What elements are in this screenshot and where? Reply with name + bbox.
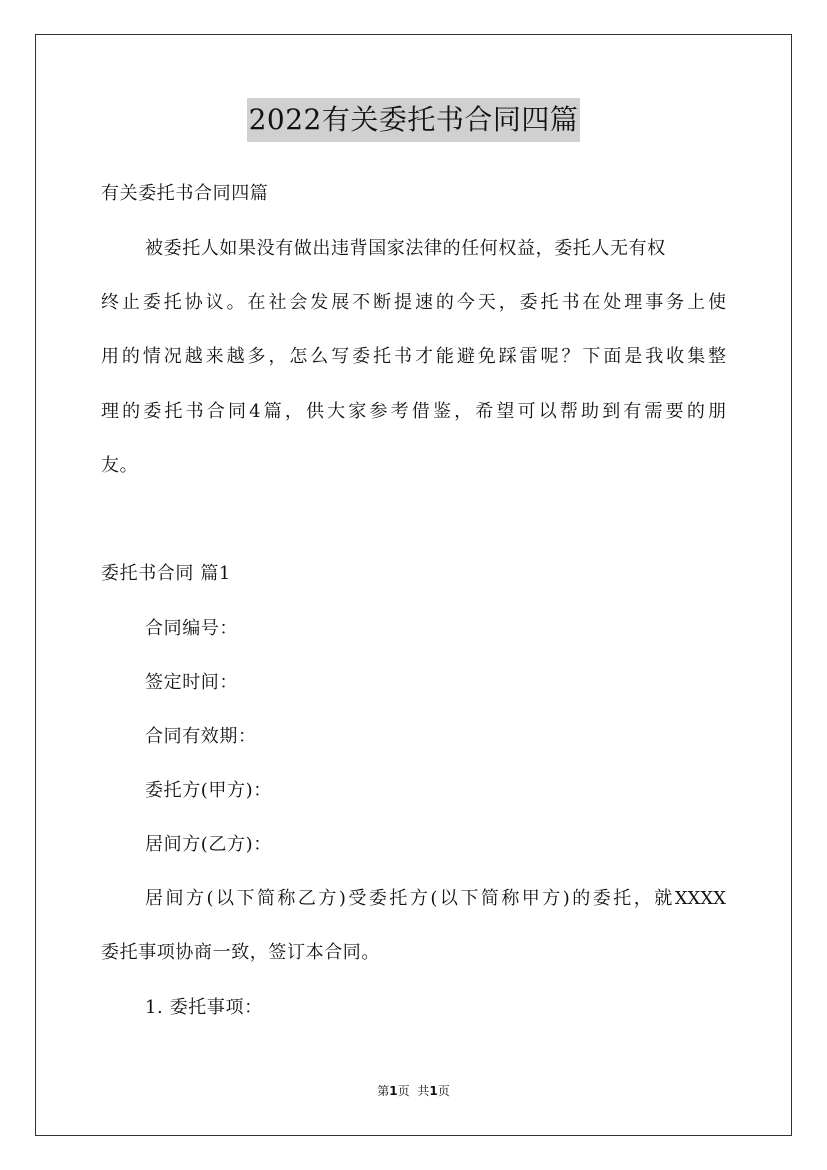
footer-page-number: 1 [389,1084,398,1098]
document-title-wrapper [0,98,827,142]
clause-line-2: 委托事项协商一致，签订本合同。 [101,942,380,963]
intro-line-2: 终止委托协议。在社会发展不断提速的今天，委托书在处理事务上使 [101,292,726,313]
document-subtitle: 有关委托书合同四篇 [101,183,269,204]
intro-line-4: 理的委托书合同4篇，供大家参考借鉴，希望可以帮助到有需要的朋 [101,401,726,422]
footer-total-suffix: 页 [437,1084,450,1098]
intro-line-1: 被委托人如果没有做出违背国家法律的任何权益，委托人无有权 [145,238,666,259]
intro-line-3: 用的情况越来越多，怎么写委托书才能避免踩雷呢？下面是我收集整 [101,346,726,367]
page-footer [0,1082,827,1100]
clause-line-1: 居间方(以下简称乙方)受委托方(以下简称甲方)的委托，就XXXX [145,888,726,909]
footer-total-number: 1 [429,1084,438,1098]
footer-total-prefix: 共 [417,1084,430,1098]
field-contract-number: 合同编号： [145,618,238,639]
field-validity-period: 合同有效期： [145,726,257,747]
footer-page-suffix: 页 [397,1084,410,1098]
item-entrusted-matters: 1. 委托事项： [145,997,263,1018]
section-heading: 委托书合同 篇1 [101,563,231,584]
field-signing-date: 签定时间： [145,672,238,693]
document-title: 2022有关委托书合同四篇 [247,98,581,142]
intro-line-5: 友。 [101,455,139,476]
footer-page-prefix: 第 [377,1084,390,1098]
field-principal: 委托方(甲方)： [145,780,272,801]
field-intermediary: 居间方(乙方)： [145,834,272,855]
